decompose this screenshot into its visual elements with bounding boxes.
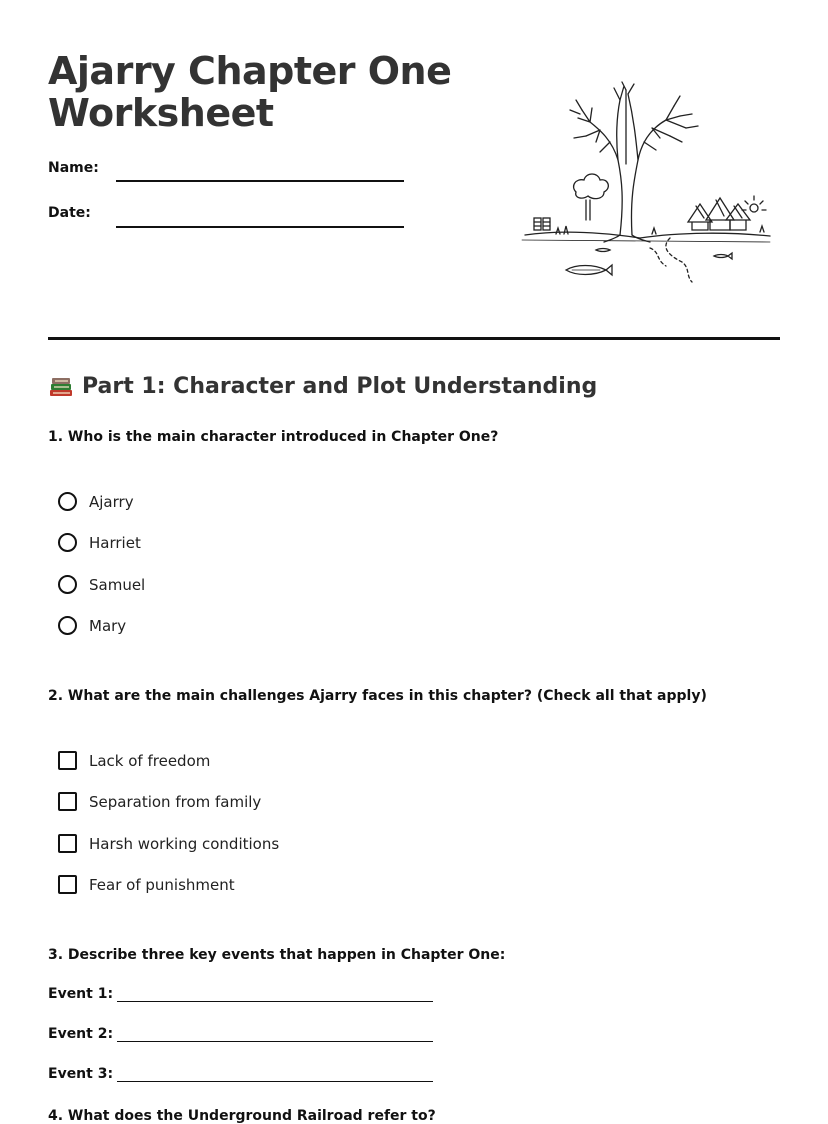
q1-option-samuel[interactable] xyxy=(58,575,145,594)
option-label: Separation from family xyxy=(89,792,262,811)
q1-option-harriet[interactable] xyxy=(58,533,141,552)
radio-button[interactable] xyxy=(58,575,77,594)
checkbox[interactable] xyxy=(58,751,77,770)
q1-option-ajarry[interactable] xyxy=(58,492,134,511)
name-field[interactable] xyxy=(116,180,404,182)
option-label: Mary xyxy=(89,616,127,635)
event-label: Event 2: xyxy=(48,1026,114,1042)
event-answer-line[interactable] xyxy=(117,1029,433,1042)
checkbox[interactable] xyxy=(58,875,77,894)
event-answer-line[interactable] xyxy=(117,1069,433,1082)
q2-option-lack-of-freedom[interactable] xyxy=(58,751,210,770)
option-label: Samuel xyxy=(89,575,146,594)
books-icon xyxy=(48,375,74,399)
radio-button[interactable] xyxy=(58,533,77,552)
question-2: 2. What are the main challenges Ajarry faces in this chapter? (Check all that apply) xyxy=(48,688,707,704)
option-label: Harriet xyxy=(89,533,141,552)
checkbox[interactable] xyxy=(58,834,77,853)
village-tree-illustration xyxy=(520,80,775,290)
event-answer-line[interactable] xyxy=(117,989,433,1002)
checkbox[interactable] xyxy=(58,792,77,811)
date-field[interactable] xyxy=(116,226,404,228)
event-1-row xyxy=(48,986,433,1002)
event-3-row xyxy=(48,1066,433,1082)
event-label: Event 1: xyxy=(48,986,114,1002)
option-label: Fear of punishment xyxy=(89,875,235,894)
section-divider xyxy=(48,337,780,340)
section-1-heading xyxy=(48,374,597,399)
section-1-title: Part 1: Character and Plot Understanding xyxy=(82,374,598,399)
option-label: Ajarry xyxy=(89,492,134,511)
q2-option-harsh-conditions[interactable] xyxy=(58,834,279,853)
name-label: Name: xyxy=(48,160,99,176)
radio-button[interactable] xyxy=(58,616,77,635)
question-4: 4. What does the Underground Railroad refer to? xyxy=(48,1108,436,1124)
question-3: 3. Describe three key events that happen in Chapter One: xyxy=(48,947,506,963)
question-1: 1. Who is the main character introduced in Chapter One? xyxy=(48,429,499,445)
event-label: Event 3: xyxy=(48,1066,114,1082)
event-2-row xyxy=(48,1026,433,1042)
worksheet-title: Ajarry Chapter One Worksheet xyxy=(48,49,452,135)
option-label: Harsh working conditions xyxy=(89,834,280,853)
q2-option-fear[interactable] xyxy=(58,875,235,894)
radio-button[interactable] xyxy=(58,492,77,511)
option-label: Lack of freedom xyxy=(89,751,211,770)
q2-option-separation[interactable] xyxy=(58,792,261,811)
q1-option-mary[interactable] xyxy=(58,616,126,635)
date-label: Date: xyxy=(48,205,91,221)
